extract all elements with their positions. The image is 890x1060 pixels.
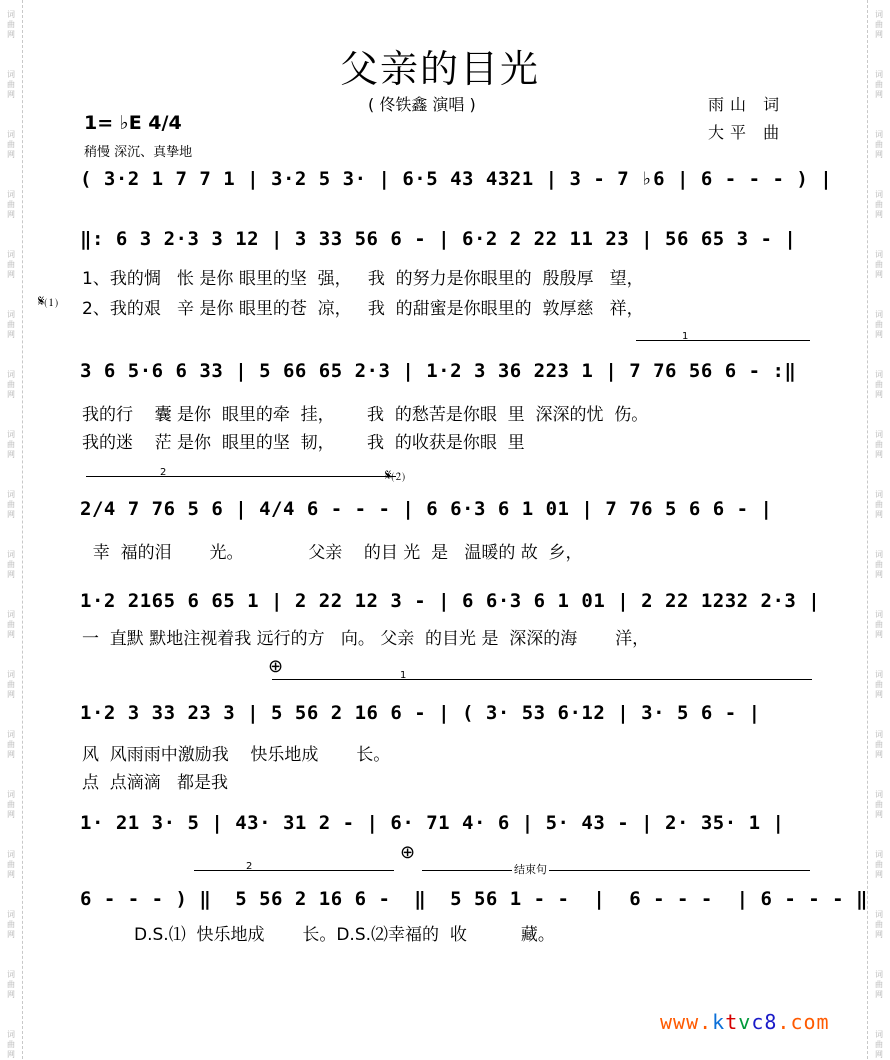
side-watermark-text: 词 曲 网 [7, 490, 15, 519]
notation-row-5: 1·2 2165 6 65 1 | 2 22 12 3 - | 6 6·3 6 1 01 | 2 22 1232 2·3 | [80, 590, 821, 612]
side-watermark-text: 词 曲 网 [7, 910, 15, 939]
site-watermark-part-2: k [712, 1010, 726, 1034]
segno-2-sign: 𝄋⑵ [385, 466, 405, 484]
side-watermark-text: 词 曲 网 [875, 190, 883, 219]
lyric-row-2-verse-2: 2、我的艰 辛 是你 眼里的苍 凉， 我 的甜蜜是你眼里的 敦厚慈 祥， [82, 299, 644, 319]
coda-sign-1: ⊕ [268, 656, 284, 677]
volta-1b-label: 1 [400, 670, 407, 681]
side-watermark-text: 词 曲 网 [7, 970, 15, 999]
lyric-row-3-verse-2: 我的迷 茫 是你 眼里的坚 韧， 我 的收获是你眼 里 [82, 433, 525, 453]
side-watermark-text: 词 曲 网 [875, 370, 883, 399]
segno-1-sign: 𝄋⑴ [38, 292, 58, 310]
notation-row-8: 6 - - - ) ‖ 5 56 2 16 6 - ‖ 5 56 1 - - | 6 - - - | 6 - - - ‖ [80, 888, 868, 910]
notation-row-3: 3 6 5·6 6 33 | 5 66 65 2·3 | 1·2 3 36 223 1 | 7 76 56 6 - :‖ [80, 360, 797, 382]
lyric-row-4: 幸 福的泪 光。 父亲 的目 光 是 温暖的 故 乡， [82, 543, 583, 563]
side-watermark-text: 词 曲 网 [875, 790, 883, 819]
side-watermark-text: 词 曲 网 [875, 850, 883, 879]
lyric-row-5: 一 直默 默地注视着我 远行的方 向。 父亲 的目光 是 深深的海 洋， [82, 629, 650, 649]
side-watermark-text: 词 曲 网 [7, 70, 15, 99]
side-watermark-text: 词 曲 网 [7, 10, 15, 39]
side-watermark-text: 词 曲 网 [875, 1030, 883, 1059]
side-watermark-text: 词 曲 网 [7, 250, 15, 279]
tempo-marking: 稍慢 深沉、真挚地 [84, 145, 193, 160]
song-title: 父亲的目光 [340, 47, 541, 91]
side-watermark-text: 词 曲 网 [875, 430, 883, 459]
ending-label: 结束句 [514, 863, 547, 876]
lyric-row-6-verse-2: 点 点滴滴 都是我 [82, 773, 229, 793]
site-watermark-part-3: t [725, 1010, 739, 1034]
side-watermark-text: 词 曲 网 [7, 610, 15, 639]
volta-1-bracket [636, 340, 810, 341]
side-watermark-text: 词 曲 网 [7, 790, 15, 819]
side-watermark-text: 词 曲 网 [875, 910, 883, 939]
side-watermark-text: 词 曲 网 [875, 310, 883, 339]
side-watermark-text: 词 曲 网 [875, 10, 883, 39]
side-watermark-text: 词 曲 网 [875, 670, 883, 699]
side-watermark-text: 词 曲 网 [7, 550, 15, 579]
lyric-row-8: D.S.⑴ 快乐地成 长。D.S.⑵幸福的 收 藏。 [134, 925, 555, 945]
site-watermark-part-1: www. [660, 1010, 713, 1034]
side-watermark-text: 词 曲 网 [7, 310, 15, 339]
volta-1b-bracket [272, 679, 812, 680]
side-watermark-text: 词 曲 网 [875, 490, 883, 519]
side-watermark-text: 词 曲 网 [875, 610, 883, 639]
lyric-row-6-verse-1: 风 风雨雨中激励我 快乐地成 长。 [82, 745, 391, 765]
composer-credit: 大平 曲 [708, 123, 786, 142]
side-watermark-text: 词 曲 网 [7, 730, 15, 759]
side-watermark-text: 词 曲 网 [7, 370, 15, 399]
notation-row-6: 1·2 3 33 23 3 | 5 56 2 16 6 - | ( 3· 53 6·12 | 3· 5 6 - | [80, 702, 761, 724]
side-watermark-text: 词 曲 网 [875, 550, 883, 579]
volta-2-label: 2 [160, 467, 167, 478]
coda-sign-2: ⊕ [400, 842, 416, 863]
side-watermark-text: 词 曲 网 [7, 670, 15, 699]
ending-bracket [422, 870, 810, 871]
notation-row-1: ( 3·2 1 7 7 1 | 3·2 5 3· | 6·5 43 4321 | 3 - 7 ♭6 | 6 - - - ) | [80, 168, 833, 190]
side-watermark-text: 词 曲 网 [875, 70, 883, 99]
side-watermark-text: 词 曲 网 [7, 850, 15, 879]
site-watermark-part-4: v [738, 1010, 752, 1034]
notation-row-2: ‖: 6 3 2·3 3 12 | 3 33 56 6 - | 6·2 2 22 11 23 | 56 65 3 - | [80, 228, 797, 250]
side-watermark-text: 词 曲 网 [875, 730, 883, 759]
side-watermark-text: 词 曲 网 [875, 130, 883, 159]
side-watermark-text: 词 曲 网 [7, 130, 15, 159]
notation-row-7: 1· 21 3· 5 | 43· 31 2 - | 6· 71 4· 6 | 5· 43 - | 2· 35· 1 | [80, 812, 785, 834]
key-signature: 1= ♭E 4/4 [84, 112, 182, 134]
volta-1-label: 1 [682, 331, 689, 342]
lyric-row-3-verse-1: 我的行 囊 是你 眼里的牵 挂， 我 的愁苦是你眼 里 深深的忧 伤。 [82, 405, 649, 425]
site-watermark [660, 1010, 830, 1034]
side-watermark-text: 词 曲 网 [875, 250, 883, 279]
singer-credit: ( 佟铁鑫 演唱 ) [368, 95, 476, 114]
side-watermark-text: 词 曲 网 [7, 430, 15, 459]
volta-2-bracket [86, 476, 396, 477]
side-watermark-text: 词 曲 网 [7, 1030, 15, 1059]
volta-2b-bracket [194, 870, 394, 871]
side-watermark-text: 词 曲 网 [7, 190, 15, 219]
side-watermark-text: 词 曲 网 [875, 970, 883, 999]
volta-2b-label: 2 [246, 861, 253, 872]
site-watermark-part-6: .com [777, 1010, 830, 1034]
lyricist-credit: 雨山 词 [708, 95, 786, 114]
notation-row-4: 2/4 7 76 5 6 | 4/4 6 - - - | 6 6·3 6 1 01 | 7 76 5 6 6 - | [80, 498, 773, 520]
lyric-row-2-verse-1: 1、我的惆 怅 是你 眼里的坚 强， 我 的努力是你眼里的 殷殷厚 望， [82, 269, 644, 289]
site-watermark-part-5: c8 [751, 1010, 778, 1034]
